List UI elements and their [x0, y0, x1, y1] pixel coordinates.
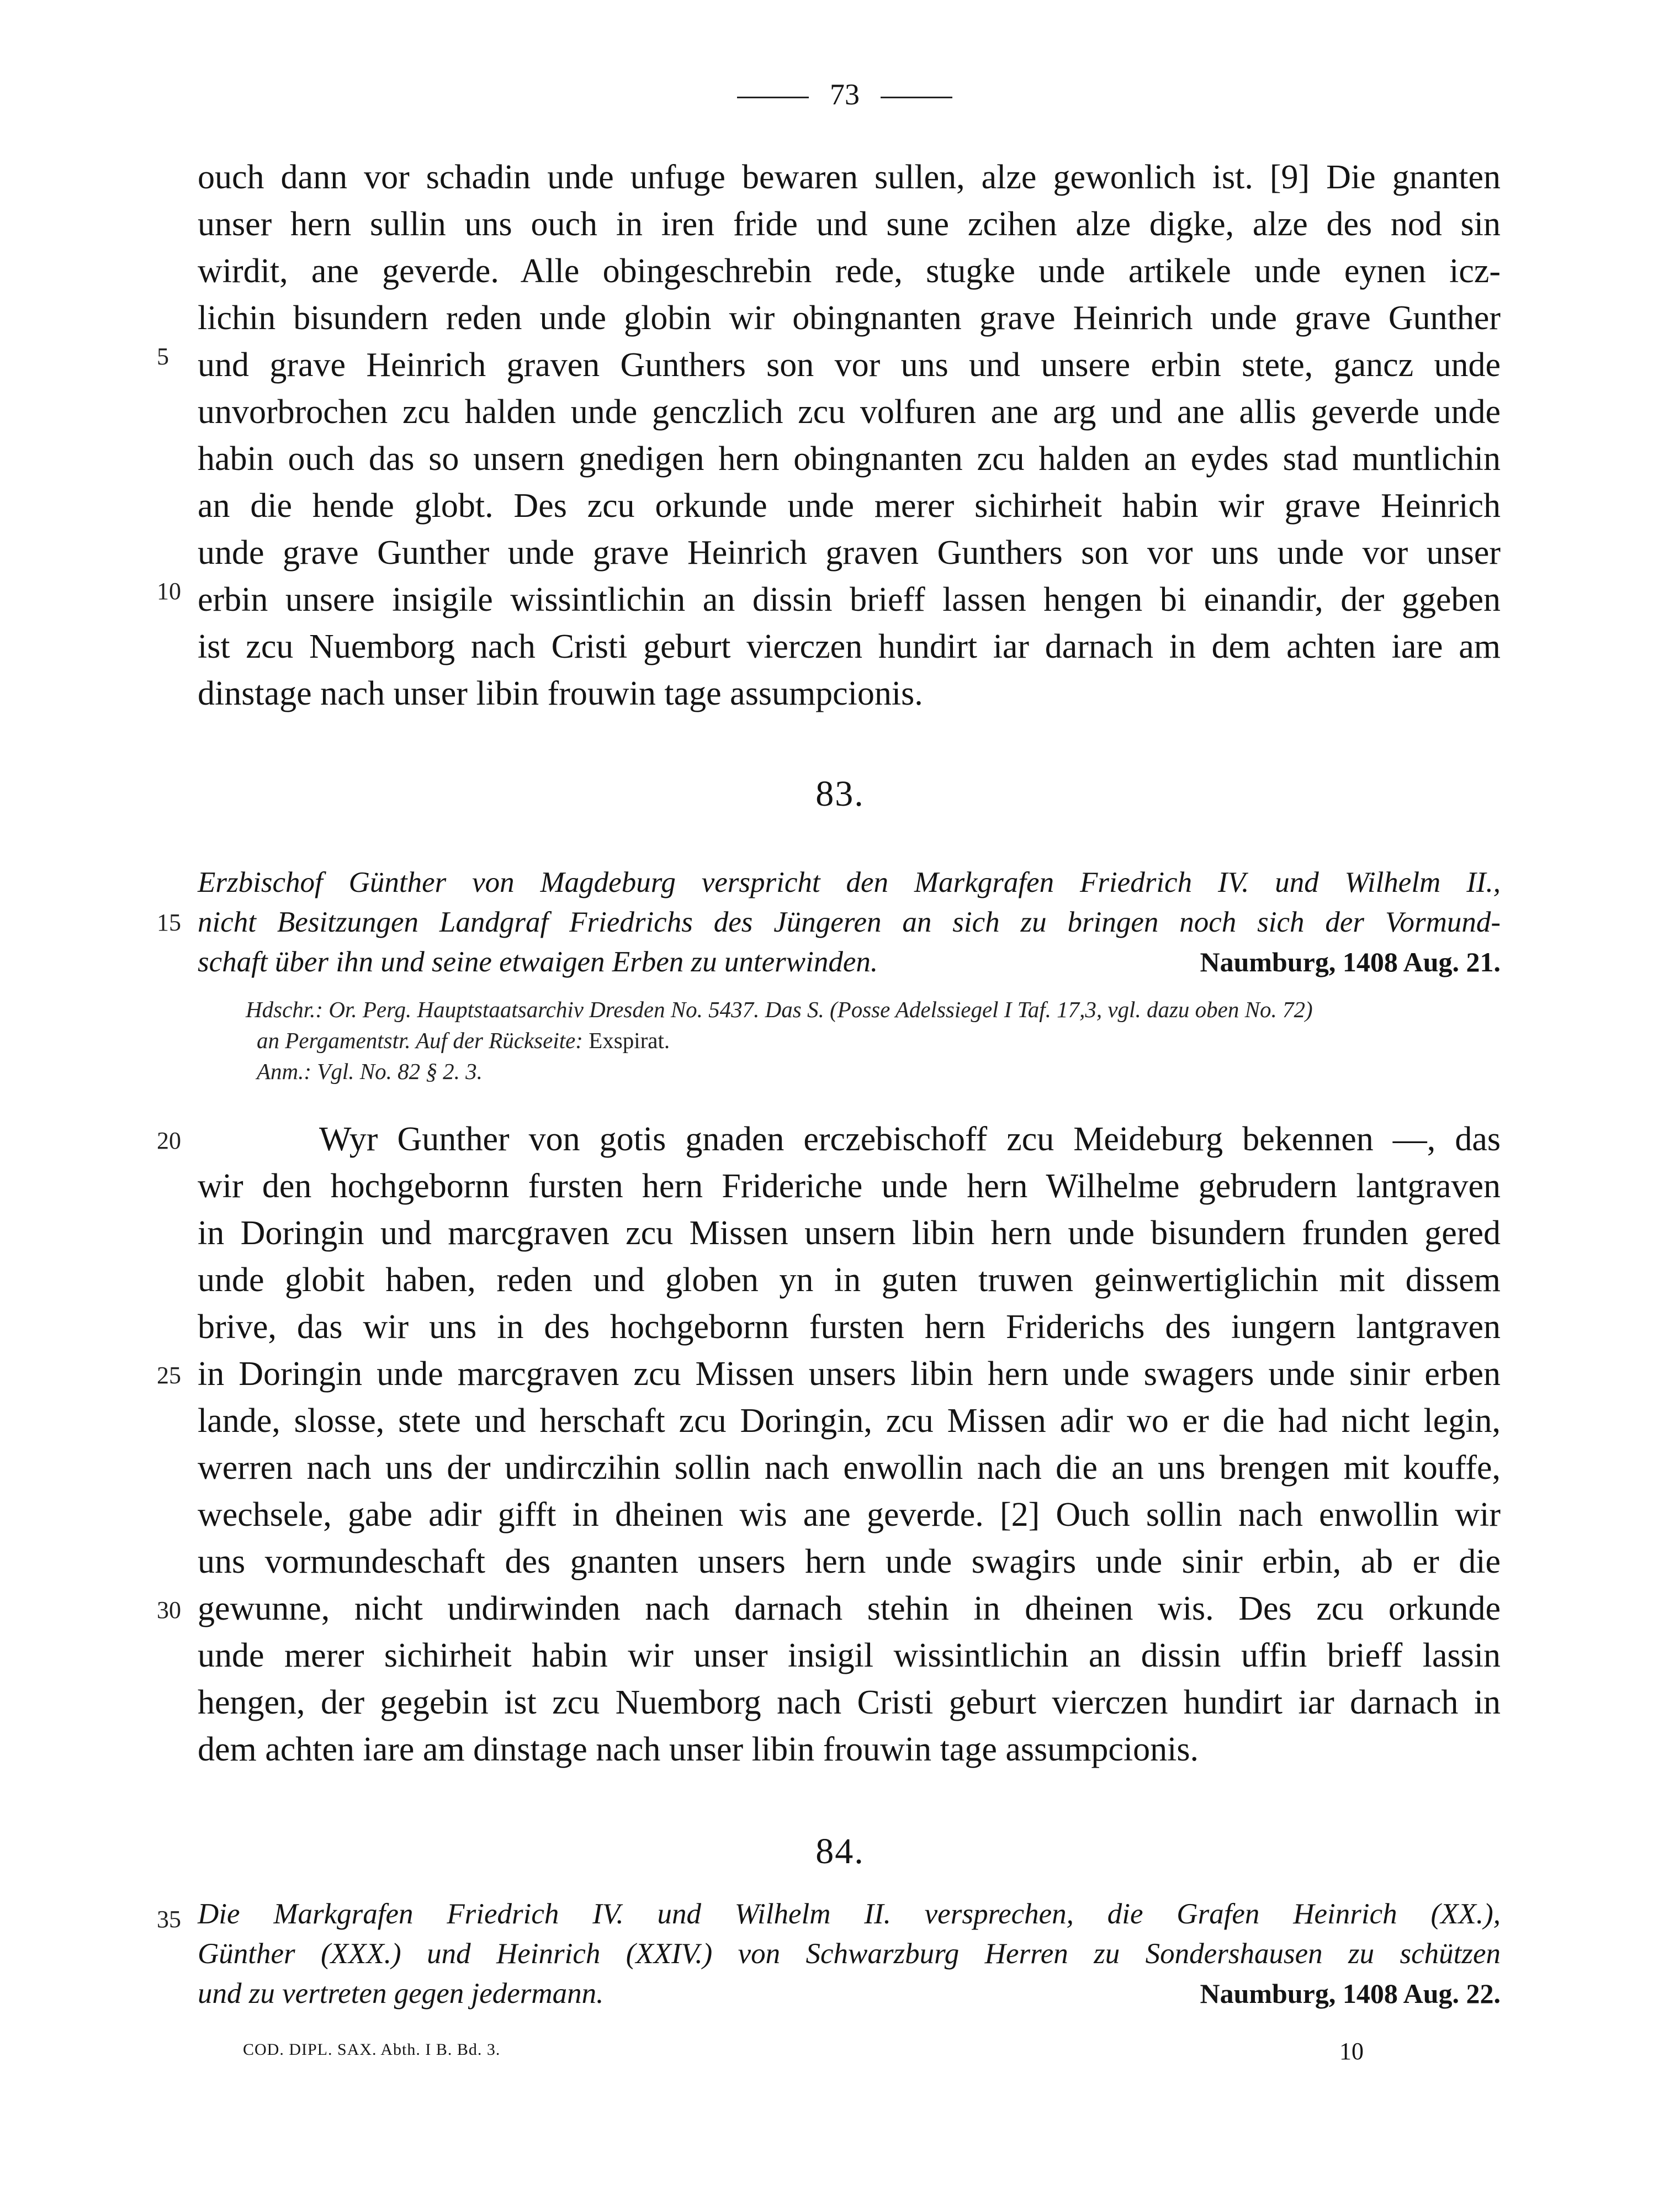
page-footer [243, 2038, 1491, 2065]
text-line: Wyr Gunther von gotis gnaden erczebischoff zcu Meideburg bekennen —, das [319, 1120, 1501, 1158]
text-line: an die hende globt. Des zcu orkunde unde merer sichirheit habin wir grave Heinrich [198, 487, 1501, 525]
text-line: brive, das wir uns in des hochgebornn fursten hern Friderichs des iungern lantgraven [198, 1308, 1501, 1346]
text-line: wirdit, ane geverde. Alle obingeschrebin rede, stugke unde artikele unde eynen icz- [198, 252, 1501, 290]
text-line: wir den hochgebornn fursten hern Frideriche unde hern Wilhelme gebrudern lantgraven [198, 1167, 1501, 1205]
regest-date: Naumburg, 1408 Aug. 22. [1200, 1978, 1501, 2009]
text-line: erbin unsere insigile wissintlichin an dissin brieff lassen hengen bi einandir, der ggeben [198, 581, 1501, 618]
note-text: an Pergamentstr. Auf der Rückseite: [257, 1028, 583, 1053]
line-number: 5 [157, 343, 169, 370]
header-rule-right [881, 97, 952, 98]
text-line: ouch dann vor schadin unde unfuge bewaren sullen, alze gewonlich ist. [9] Die gnanten [198, 158, 1501, 196]
regest-line: Günther (XXX.) und Heinrich (XXIV.) von Schwarzburg Herren zu Sondershausen zu schützen [198, 1938, 1501, 1970]
regest-date: Naumburg, 1408 Aug. 21. [1200, 947, 1501, 977]
regest-line: Die Markgrafen Friedrich IV. und Wilhelm II. versprechen, die Grafen Heinrich (XX.), [198, 1898, 1501, 1930]
text-line: werren nach uns der undirczihin sollin nach enwollin nach die an uns brengen mit kouffe, [198, 1449, 1501, 1487]
note-line: Anm.: Vgl. No. 82 § 2. 3. [257, 1059, 483, 1084]
document-number: 83. [815, 774, 865, 814]
text-line: lichin bisundern reden unde globin wir obingnanten grave Heinrich unde grave Gunther [198, 299, 1501, 337]
header-rule-left [737, 97, 809, 98]
text-line: unvorbrochen zcu halden unde genczlich zcu volfuren ane arg und ane allis geverde unde [198, 393, 1501, 431]
regest-line: und zu vertreten gegen jedermann. [198, 1977, 604, 2010]
text-line: lande, slosse, stete und herschaft zcu Doringin, zcu Missen adir wo er die had nicht legin, [198, 1402, 1501, 1440]
text-line: unser hern sullin uns ouch in iren fride und sune zcihen alze digke, alze des nod sin [198, 205, 1501, 243]
line-number: 25 [157, 1362, 181, 1389]
text-line: ist zcu Nuemborg nach Cristi geburt vierczen hundirt iar darnach in dem achten iare am [198, 628, 1501, 665]
text-line: unde grave Gunther unde grave Heinrich graven Gunthers son vor uns unde vor unser [198, 534, 1501, 572]
collection-signature: COD. DIPL. SAX. Abth. I B. Bd. 3. [243, 2040, 501, 2059]
regest-line: Erzbischof Günther von Magdeburg verspricht den Markgrafen Friedrich IV. und Wilhelm II., [198, 866, 1501, 898]
note-reverse: Exspirat. [589, 1028, 670, 1053]
line-number: 35 [157, 1906, 181, 1933]
text-line: habin ouch das so unsern gnedigen hern obingnanten zcu halden an eydes stad muntlichin [198, 440, 1501, 478]
note-line [257, 1025, 670, 1056]
sheet-number: 10 [1339, 2038, 1364, 2065]
text-line: unde globit haben, reden und globen yn in guten truwen geinwertiglichin mit dissem [198, 1261, 1501, 1299]
page-header [701, 77, 988, 112]
page-number: 73 [830, 78, 860, 111]
text-line: und grave Heinrich graven Gunthers son vor uns und unsere erbin stete, gancz unde [198, 346, 1501, 384]
line-number: 20 [157, 1127, 181, 1154]
document-number: 84. [815, 1831, 865, 1871]
text-line: uns vormundeschaft des gnanten unsers hern unde swagirs unde sinir erbin, ab er die [198, 1543, 1501, 1580]
text-line: in Doringin unde marcgraven zcu Missen unsers libin hern unde swagers unde sinir erben [198, 1355, 1501, 1393]
line-number: 10 [157, 578, 181, 605]
text-line: dem achten iare am dinstage nach unser libin frouwin tage assumpcionis. [198, 1731, 1199, 1768]
regest-line: schaft über ihn und seine etwaigen Erben zu unterwinden. [198, 946, 878, 978]
text-line: unde merer sichirheit habin wir unser insigil wissintlichin an dissin uffin brieff lassin [198, 1637, 1501, 1674]
text-line: in Doringin und marcgraven zcu Missen unsern libin hern unde bisundern frunden gered [198, 1214, 1501, 1252]
note-line: Hdschr.: Or. Perg. Hauptstaatsarchiv Dresden No. 5437. Das S. (Posse Adelssiegel I Taf. 17,3, vgl. dazu oben No. 72) [246, 997, 1313, 1022]
text-line: dinstage nach unser libin frouwin tage assumpcionis. [198, 675, 923, 712]
regest-line: nicht Besitzungen Landgraf Friedrichs des Jüngeren an sich zu bringen noch sich der Vormund- [198, 906, 1501, 938]
line-number: 30 [157, 1596, 181, 1624]
text-line: wechsele, gabe adir gifft in dheinen wis ane geverde. [2] Ouch sollin nach enwollin wir [198, 1496, 1501, 1534]
line-number: 15 [157, 909, 181, 936]
text-line: hengen, der gegebin ist zcu Nuemborg nach Cristi geburt vierczen hundirt iar darnach in [198, 1684, 1501, 1721]
text-line: gewunne, nicht undirwinden nach darnach stehin in dheinen wis. Des zcu orkunde [198, 1590, 1501, 1627]
